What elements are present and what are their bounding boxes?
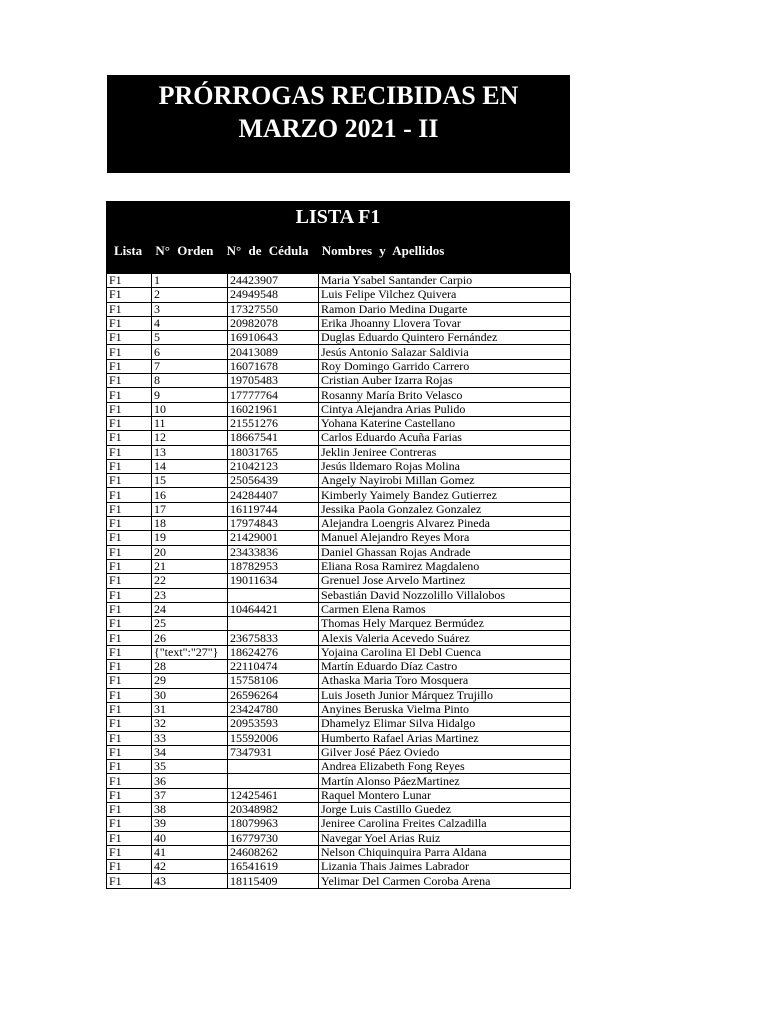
cell-lista: F1: [107, 674, 152, 688]
cell-cedula: 16119744: [228, 502, 319, 516]
cell-cedula: 15592006: [228, 731, 319, 745]
cell-lista: F1: [107, 760, 152, 774]
table-row: [107, 517, 571, 531]
cell-nombre: Alejandra Loengris Alvarez Pineda: [319, 517, 571, 531]
cell-cedula: 10464421: [228, 602, 319, 616]
cell-nombre: Jeniree Carolina Freites Calzadilla: [319, 817, 571, 831]
cell-cedula: 21042123: [228, 459, 319, 473]
cell-cedula: 18782953: [228, 559, 319, 573]
cell-cedula: 23424780: [228, 702, 319, 716]
table-row: [107, 331, 571, 345]
cell-nombre: Dhamelyz Elimar Silva Hidalgo: [319, 717, 571, 731]
cell-nombre: Jesús Antonio Salazar Saldivia: [319, 345, 571, 359]
cell-cedula: 19011634: [228, 574, 319, 588]
cell-cedula: 16779730: [228, 831, 319, 845]
cell-nombre: Jeklin Jeniree Contreras: [319, 445, 571, 459]
cell-cedula: 20953593: [228, 717, 319, 731]
cell-cedula: 17777764: [228, 388, 319, 402]
cell-orden: 22: [152, 574, 228, 588]
cell-nombre: Grenuel Jose Arvelo Martinez: [319, 574, 571, 588]
cell-nombre: Duglas Eduardo Quintero Fernández: [319, 331, 571, 345]
table-row: [107, 831, 571, 845]
cell-nombre: Sebastián David Nozzolillo Villalobos: [319, 588, 571, 602]
cell-cedula: 25056439: [228, 474, 319, 488]
cell-orden: 17: [152, 502, 228, 516]
cell-cedula: [228, 588, 319, 602]
cell-orden: 42: [152, 860, 228, 874]
cell-nombre: Erika Jhoanny Llovera Tovar: [319, 316, 571, 330]
cell-nombre: Andrea Elizabeth Fong Reyes: [319, 760, 571, 774]
cell-cedula: 20982078: [228, 316, 319, 330]
cell-lista: F1: [107, 702, 152, 716]
cell-orden: 10: [152, 402, 228, 416]
table-row: [107, 717, 571, 731]
cell-orden: 29: [152, 674, 228, 688]
cell-nombre: Athaska Maria Toro Mosquera: [319, 674, 571, 688]
cell-lista: F1: [107, 416, 152, 430]
cell-orden: 3: [152, 302, 228, 316]
cell-lista: F1: [107, 431, 152, 445]
cell-cedula: [228, 760, 319, 774]
cell-nombre: Humberto Rafael Arias Martinez: [319, 731, 571, 745]
cell-cedula: 21429001: [228, 531, 319, 545]
list-table-container: [106, 201, 570, 889]
table-row: [107, 774, 571, 788]
cell-nombre: Yelimar Del Carmen Coroba Arena: [319, 874, 571, 888]
cell-orden: 11: [152, 416, 228, 430]
cell-nombre: Alexis Valeria Acevedo Suárez: [319, 631, 571, 645]
cell-cedula: 17327550: [228, 302, 319, 316]
table-row: [107, 802, 571, 816]
table-row: [107, 531, 571, 545]
cell-lista: F1: [107, 388, 152, 402]
cell-lista: F1: [107, 788, 152, 802]
cell-orden: 24: [152, 602, 228, 616]
cell-nombre: Kimberly Yaimely Bandez Gutierrez: [319, 488, 571, 502]
cell-lista: F1: [107, 274, 152, 288]
cell-nombre: Gilver José Páez Oviedo: [319, 745, 571, 759]
cell-nombre: Luis Joseth Junior Márquez Trujillo: [319, 688, 571, 702]
table-row: [107, 845, 571, 859]
cell-nombre: Jesús lldemaro Rojas Molina: [319, 459, 571, 473]
cell-orden: 25: [152, 617, 228, 631]
cell-orden: 8: [152, 374, 228, 388]
cell-orden: 15: [152, 474, 228, 488]
cell-orden: 41: [152, 845, 228, 859]
cell-lista: F1: [107, 517, 152, 531]
cell-orden: 1: [152, 274, 228, 288]
cell-lista: F1: [107, 316, 152, 330]
cell-nombre: Manuel Alejandro Reyes Mora: [319, 531, 571, 545]
cell-lista: F1: [107, 402, 152, 416]
cell-orden: 43: [152, 874, 228, 888]
cell-cedula: [228, 617, 319, 631]
cell-cedula: 7347931: [228, 745, 319, 759]
cell-orden: 35: [152, 760, 228, 774]
cell-lista: F1: [107, 831, 152, 845]
cell-nombre: Thomas Hely Marquez Bermúdez: [319, 617, 571, 631]
cell-cedula: 20348982: [228, 802, 319, 816]
table-row: [107, 731, 571, 745]
cell-cedula: 24423907: [228, 274, 319, 288]
cell-lista: F1: [107, 717, 152, 731]
table-row: [107, 702, 571, 716]
cell-cedula: 24949548: [228, 288, 319, 302]
cell-nombre: Carmen Elena Ramos: [319, 602, 571, 616]
table-row: [107, 402, 571, 416]
column-header-cedula: N° de Cédula: [226, 243, 309, 258]
table-row: [107, 274, 571, 288]
cell-lista: F1: [107, 874, 152, 888]
cell-cedula: 15758106: [228, 674, 319, 688]
table-row: [107, 588, 571, 602]
table-row: [107, 674, 571, 688]
cell-lista: F1: [107, 745, 152, 759]
table-row: [107, 488, 571, 502]
table-row: [107, 374, 571, 388]
cell-nombre: Anyines Beruska Vielma Pinto: [319, 702, 571, 716]
table-row: [107, 788, 571, 802]
cell-orden: 4: [152, 316, 228, 330]
table-row: [107, 459, 571, 473]
table-row: [107, 559, 571, 573]
cell-nombre: Daniel Ghassan Rojas Andrade: [319, 545, 571, 559]
table-row: [107, 545, 571, 559]
cell-lista: F1: [107, 860, 152, 874]
cell-orden: 34: [152, 745, 228, 759]
cell-nombre: Eliana Rosa Ramirez Magdaleno: [319, 559, 571, 573]
cell-orden: 33: [152, 731, 228, 745]
cell-nombre: Luis Felipe Vilchez Quivera: [319, 288, 571, 302]
table-row: [107, 745, 571, 759]
cell-cedula: 19705483: [228, 374, 319, 388]
table-row: [107, 288, 571, 302]
table-row: [107, 302, 571, 316]
cell-orden: 19: [152, 531, 228, 545]
cell-orden: 13: [152, 445, 228, 459]
cell-orden: 37: [152, 788, 228, 802]
cell-orden: 38: [152, 802, 228, 816]
cell-cedula: 20413089: [228, 345, 319, 359]
cell-orden: 14: [152, 459, 228, 473]
cell-nombre: Ramon Dario Medina Dugarte: [319, 302, 571, 316]
cell-cedula: 24608262: [228, 845, 319, 859]
table-row: [107, 345, 571, 359]
cell-nombre: Yojaina Carolina El Debl Cuenca: [319, 645, 571, 659]
cell-cedula: 12425461: [228, 788, 319, 802]
cell-lista: F1: [107, 559, 152, 573]
cell-orden: 9: [152, 388, 228, 402]
cell-nombre: Lizania Thais Jaimes Labrador: [319, 860, 571, 874]
column-header-orden: N° Orden: [155, 243, 214, 258]
cell-orden: 5: [152, 331, 228, 345]
cell-lista: F1: [107, 302, 152, 316]
table-row: [107, 416, 571, 430]
cell-lista: F1: [107, 331, 152, 345]
cell-orden: 16: [152, 488, 228, 502]
column-header-lista: Lista: [114, 243, 143, 258]
document-title-line-2: MARZO 2021 - II: [238, 114, 439, 143]
cell-cedula: 17974843: [228, 517, 319, 531]
cell-lista: F1: [107, 731, 152, 745]
cell-nombre: Jorge Luis Castillo Guedez: [319, 802, 571, 816]
cell-cedula: 22110474: [228, 660, 319, 674]
cell-cedula: 16541619: [228, 860, 319, 874]
cell-nombre: Navegar Yoel Arias Ruiz: [319, 831, 571, 845]
column-headers: [114, 243, 450, 259]
table-row: [107, 388, 571, 402]
cell-lista: F1: [107, 602, 152, 616]
cell-cedula: 24284407: [228, 488, 319, 502]
cell-cedula: 16071678: [228, 359, 319, 373]
list-title: LISTA F1: [295, 206, 381, 228]
cell-lista: F1: [107, 288, 152, 302]
cell-orden: 28: [152, 660, 228, 674]
cell-nombre: Rosanny María Brito Velasco: [319, 388, 571, 402]
cell-lista: F1: [107, 845, 152, 859]
cell-nombre: Raquel Montero Lunar: [319, 788, 571, 802]
list-table-body: [107, 274, 571, 889]
cell-orden: 18: [152, 517, 228, 531]
cell-orden: 20: [152, 545, 228, 559]
cell-lista: F1: [107, 588, 152, 602]
cell-orden: 23: [152, 588, 228, 602]
column-header-nombres: Nombres y Apellidos: [321, 243, 445, 258]
cell-lista: F1: [107, 545, 152, 559]
cell-cedula: 16021961: [228, 402, 319, 416]
cell-orden: 21: [152, 559, 228, 573]
table-row: [107, 817, 571, 831]
cell-lista: F1: [107, 574, 152, 588]
cell-cedula: 18031765: [228, 445, 319, 459]
cell-orden: 40: [152, 831, 228, 845]
table-row: [107, 359, 571, 373]
cell-nombre: Angely Nayirobi Millan Gomez: [319, 474, 571, 488]
cell-orden: 32: [152, 717, 228, 731]
cell-cedula: 18624276: [228, 645, 319, 659]
table-row: [107, 502, 571, 516]
list-header: [106, 201, 570, 273]
table-row: [107, 688, 571, 702]
cell-lista: F1: [107, 774, 152, 788]
table-row: [107, 660, 571, 674]
cell-lista: F1: [107, 617, 152, 631]
list-table: [106, 273, 571, 889]
table-row: [107, 874, 571, 888]
cell-orden: 36: [152, 774, 228, 788]
cell-orden: 26: [152, 631, 228, 645]
table-row: [107, 645, 571, 659]
table-row: [107, 431, 571, 445]
cell-lista: F1: [107, 660, 152, 674]
cell-orden: 2: [152, 288, 228, 302]
cell-lista: F1: [107, 817, 152, 831]
cell-lista: F1: [107, 688, 152, 702]
cell-nombre: Carlos Eduardo Acuña Farias: [319, 431, 571, 445]
cell-lista: F1: [107, 445, 152, 459]
cell-orden: {"text":"27"}: [152, 645, 228, 659]
cell-nombre: Maria Ysabel Santander Carpio: [319, 274, 571, 288]
document-title-banner: [107, 75, 570, 173]
cell-lista: F1: [107, 345, 152, 359]
cell-orden: 6: [152, 345, 228, 359]
cell-lista: F1: [107, 474, 152, 488]
cell-nombre: Martín Alonso PáezMartinez: [319, 774, 571, 788]
cell-nombre: Yohana Katerine Castellano: [319, 416, 571, 430]
cell-lista: F1: [107, 645, 152, 659]
cell-cedula: [228, 774, 319, 788]
cell-orden: 12: [152, 431, 228, 445]
table-row: [107, 474, 571, 488]
cell-lista: F1: [107, 802, 152, 816]
cell-orden: 39: [152, 817, 228, 831]
cell-lista: F1: [107, 374, 152, 388]
cell-orden: 30: [152, 688, 228, 702]
cell-cedula: 16910643: [228, 331, 319, 345]
cell-nombre: Martín Eduardo Díaz Castro: [319, 660, 571, 674]
table-row: [107, 445, 571, 459]
cell-cedula: 18115409: [228, 874, 319, 888]
document-title-line-1: PRÓRROGAS RECIBIDAS EN: [158, 81, 519, 110]
cell-nombre: Nelson Chiquinquira Parra Aldana: [319, 845, 571, 859]
cell-cedula: 26596264: [228, 688, 319, 702]
cell-lista: F1: [107, 459, 152, 473]
cell-cedula: 18079963: [228, 817, 319, 831]
table-row: [107, 631, 571, 645]
table-row: [107, 860, 571, 874]
table-row: [107, 316, 571, 330]
cell-nombre: Cintya Alejandra Arias Pulido: [319, 402, 571, 416]
cell-lista: F1: [107, 631, 152, 645]
cell-orden: 31: [152, 702, 228, 716]
cell-lista: F1: [107, 502, 152, 516]
cell-cedula: 18667541: [228, 431, 319, 445]
cell-cedula: 21551276: [228, 416, 319, 430]
cell-nombre: Jessika Paola Gonzalez Gonzalez: [319, 502, 571, 516]
cell-orden: 7: [152, 359, 228, 373]
cell-cedula: 23675833: [228, 631, 319, 645]
cell-nombre: Cristian Auber Izarra Rojas: [319, 374, 571, 388]
cell-nombre: Roy Domingo Garrido Carrero: [319, 359, 571, 373]
table-row: [107, 574, 571, 588]
cell-lista: F1: [107, 488, 152, 502]
cell-lista: F1: [107, 531, 152, 545]
table-row: [107, 602, 571, 616]
table-row: [107, 617, 571, 631]
cell-lista: F1: [107, 359, 152, 373]
table-row: [107, 760, 571, 774]
cell-cedula: 23433836: [228, 545, 319, 559]
